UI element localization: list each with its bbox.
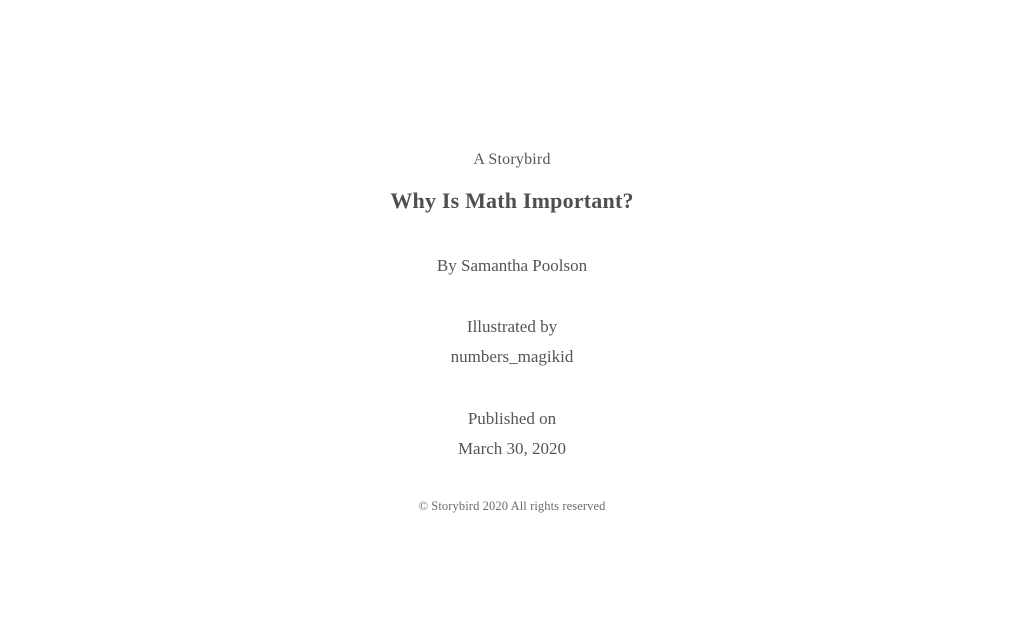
published-date: March 30, 2020 (457, 438, 567, 458)
page-title: Why Is Math Important? (390, 187, 634, 213)
illustrated-by-label: Illustrated by (466, 316, 558, 336)
illustrator-credit: numbers_magikid (450, 346, 574, 366)
copyright-notice: © Storybird 2020 All rights reserved (418, 498, 606, 513)
published-on-label: Published on (467, 408, 557, 428)
author-credit: By Samantha Poolson (436, 255, 588, 275)
title-block (0, 150, 1024, 514)
imprint-label: A Storybird (473, 151, 551, 168)
